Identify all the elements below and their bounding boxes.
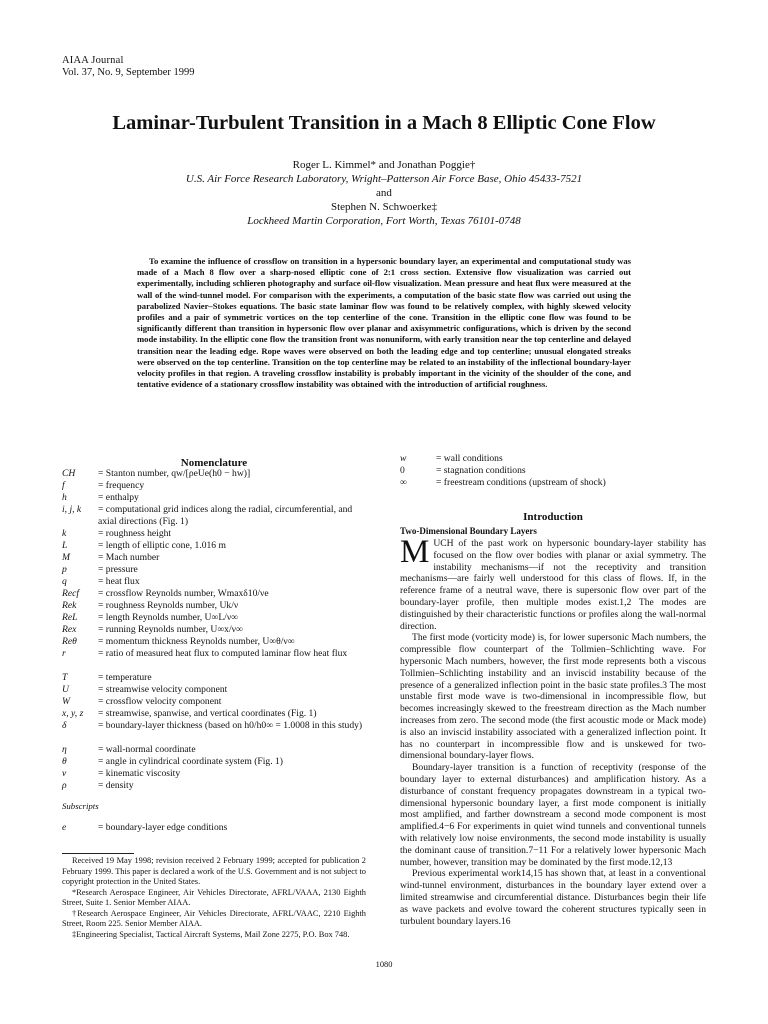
nomenclature-definition: = density	[98, 780, 134, 791]
nomenclature-symbol: L	[62, 540, 68, 551]
nomenclature-symbol: ReL	[62, 612, 78, 623]
nomenclature-definition: = roughness height	[98, 528, 172, 539]
nomenclature-symbol: p	[62, 564, 67, 575]
subscript-definition: = wall conditions	[436, 453, 503, 464]
nomenclature-title: Nomenclature	[180, 457, 248, 469]
nomenclature-symbol: δ	[62, 720, 67, 731]
drop-cap: M	[400, 534, 430, 570]
nomenclature-symbol: T	[62, 672, 68, 683]
nomenclature-symbol: h	[62, 492, 67, 503]
nomenclature-symbol: ν	[62, 768, 67, 779]
nomenclature-symbol: x, y, z	[62, 708, 84, 719]
subscript-symbol: e	[62, 822, 67, 833]
footnote-rule	[62, 853, 134, 854]
nomenclature-definition: = length of elliptic cone, 1.016 m	[98, 540, 226, 551]
nomenclature-definition: = ratio of measured heat flux to computed laminar flow heat flux	[98, 648, 348, 659]
abstract: To examine the influence of crossflow on transition in a hypersonic boundary layer, an experimental and computational study was made of a Mach 8 flow over a sharp-nosed elliptic cone of 2:1 cross section. Extensive flow visualization was carried out experimentally, including schlieren photography and surface oil-flow visualization. Mean pressure and heat flux were measured at the wall of the wind-tunnel model. For comparison with the experiments, a computation of the basic state flow was carried out using the parabolized Navier–Stokes equations. The basic state laminar flow was found to be relatively complex, with highly skewed velocity profiles and a pair of symmetric vortices on the top centerline of the cone. Transition in the elliptic cone flow was found to be significantly different than transition in hypersonic flow over planar and axisymmetric configurations, which is driven by the second mode instability. In the elliptic cone flow the transition front was nonuniform, with early transition near the top centerline and delayed transition near the leading edge. Rope waves were observed on both the leading edge and top centerline; unusual elongated streaks were observed on the top centerline. Transition on the top centerline may be related to an instability of the inflectional boundary-layer velocity profiles in that region. A traveling crossflow instability is probably important in the vicinity of the shoulder of the cone, and tentative evidence of a stationary crossflow instability was obtained with the introduction of artificial roughness.	[137, 256, 631, 390]
nomenclature-symbol: CH	[62, 468, 76, 479]
journal-name: AIAA Journal	[62, 55, 124, 66]
nomenclature-symbol: U	[62, 684, 69, 695]
nomenclature-symbol: Reθ	[62, 636, 77, 647]
author-block	[0, 158, 768, 228]
authors-line-2: Stephen N. Schwoerke‡	[330, 201, 437, 213]
paragraph-2: The first mode (vorticity mode) is, for lower supersonic Mach numbers, the compressible flow counterpart of the Tollmien–Schlichting wave. For hypersonic Mach numbers, however, the first mode represents both a viscous Tollmien–Schlichting instability and an inviscid instability because of the presence of a generalized inflection point in the basic state profiles.3 The most unstable first mode wave is two-dimensional in incompressible flow, but becomes increasingly skewed to the freestream direction as the Mach number increases from zero. The second mode (the first acoustic mode or Mack mode) is also an inviscid instability associated with a generalized inflection point. It has no counterpart in incompressible flow and is unskewed for two-dimensional boundary-layer flows.	[400, 632, 706, 762]
introduction-heading: Introduction	[523, 511, 583, 523]
introduction-body	[400, 534, 706, 927]
paragraph-3: Boundary-layer transition is a function of receptivity (response of the boundary layer to external disturbances) and amplification history. As a disturbance of constant frequency propagates downstream in a typical two-dimensional hypersonic boundary layer, a first mode component is initially most amplified, and farther downstream a second mode component is most amplified.4−6 For experiments in quiet wind tunnels and conventional tunnels with relatively low noise environments, the second mode instability is usually the dominant cause of transition.7−11 For a relatively lower hypersonic Mach number, however, transition may be dominated by the first mode.12,13	[400, 762, 706, 868]
nomenclature-definition: = boundary-layer thickness (based on h0/h0∞ = 1.0008 in this study)	[98, 720, 363, 731]
nomenclature-symbol: θ	[62, 756, 67, 767]
affiliation-1: U.S. Air Force Research Laboratory, Wright–Patterson Air Force Base, Ohio 45433-7521	[185, 173, 583, 185]
footnote-author-3: ‡Engineering Specialist, Tactical Aircraft Systems, Mail Zone 2275, P.O. Box 748.	[72, 929, 350, 939]
nomenclature-definition: = computational grid indices along the radial, circumferential, and axial directions (Fig. 1)	[98, 504, 353, 527]
nomenclature-definition: = temperature	[98, 672, 152, 683]
authors-and: and	[376, 187, 392, 199]
paper-title: Laminar-Turbulent Transition in a Mach 8 Elliptic Cone Flow	[112, 112, 656, 134]
nomenclature-symbol: r	[62, 648, 66, 659]
page-number: 1080	[375, 960, 393, 969]
paragraph-4: Previous experimental work14,15 has shown that, at least in a conventional wind-tunnel environment, disturbances in the boundary layer extend over a limited streamwise and circumferential distance. Disturbances begin their life as wave packets and evolve toward the coherent structures typically seen in turbulent boundary layers.16	[400, 868, 706, 927]
nomenclature-definition: = crossflow Reynolds number, Wmaxδ10/νe	[98, 588, 269, 599]
nomenclature-definition: = enthalpy	[98, 492, 139, 503]
nomenclature-definition: = momentum thickness Reynolds number, U∞θ/ν∞	[98, 636, 295, 647]
subscript-symbol: w	[400, 453, 407, 464]
nomenclature-symbol: f	[62, 480, 65, 491]
nomenclature-symbol: Rek	[62, 600, 77, 611]
nomenclature-definition: = crossflow velocity component	[98, 696, 222, 707]
nomenclature-definition: = roughness Reynolds number, Uk/ν	[98, 600, 239, 611]
paragraph-1-text: UCH of the past work on hypersonic boundary-layer stability has focused on the flow over bodies with planar or axial symmetry. The instability mechanisms—if not the receptivity and transition mechanisms—are fairly well understood for this class of flows. If, in the reference frame of a neutral wave, there is supersonic flow over part of the boundary-layer profile, then multiple modes exist.1,2 The modes are distinguished by their characteristic functions or profiles along the wall-normal direction.	[400, 538, 706, 632]
subscript-definition: = freestream conditions (upstream of shock)	[436, 477, 606, 488]
authors-line-1: Roger L. Kimmel* and Jonathan Poggie†	[292, 159, 476, 171]
footnote-received: Received 19 May 1998; revision received 2 February 1999; accepted for publication 2 February 1999. This paper is declared a work of the U.S. Government and is not subject to copyright protection in the United States.	[62, 856, 366, 886]
footnotes	[62, 856, 366, 940]
nomenclature-symbol: η	[62, 744, 67, 755]
subscript-symbol: ∞	[400, 477, 407, 488]
nomenclature-definition: = running Reynolds number, U∞x/ν∞	[98, 624, 243, 635]
footnote-author-2: †Research Aerospace Engineer, Air Vehicles Directorate, AFRL/VAAC, 2210 Eighth Street, Room 225. Senior Member AIAA.	[62, 908, 366, 928]
journal-header	[62, 55, 195, 79]
nomenclature-definition: = length Reynolds number, U∞L/ν∞	[98, 612, 239, 623]
nomenclature-definition: = streamwise velocity component	[98, 684, 228, 695]
paragraph-1	[400, 534, 706, 632]
nomenclature-definition: = frequency	[98, 480, 145, 491]
nomenclature-definition: = kinematic viscosity	[98, 768, 181, 779]
nomenclature-symbol: q	[62, 576, 67, 587]
nomenclature-symbol: i, j, k	[62, 504, 82, 515]
nomenclature-symbol: W	[62, 696, 70, 707]
nomenclature-definition: = pressure	[98, 564, 138, 575]
nomenclature-definition: = Mach number	[98, 552, 160, 563]
nomenclature-symbol: M	[62, 552, 70, 563]
nomenclature-definition: = streamwise, spanwise, and vertical coordinates (Fig. 1)	[98, 708, 317, 719]
nomenclature-definition: = angle in cylindrical coordinate system (Fig. 1)	[98, 756, 283, 767]
nomenclature-definition: = heat flux	[98, 576, 140, 587]
nomenclature-symbol: Rex	[62, 624, 77, 635]
nomenclature-symbol: k	[62, 528, 67, 539]
subsection-heading: Two-Dimensional Boundary Layers	[400, 526, 537, 536]
nomenclature-symbol: Recf	[62, 588, 80, 599]
subscript-symbol: 0	[400, 465, 405, 476]
footnote-author-1: *Research Aerospace Engineer, Air Vehicles Directorate, AFRL/VAAA, 2130 Eighth Street, Suite 1. Senior Member AIAA.	[62, 887, 366, 907]
subscripts-heading: Subscripts	[62, 801, 99, 811]
subscript-definition: = boundary-layer edge conditions	[98, 822, 228, 833]
affiliation-2: Lockheed Martin Corporation, Fort Worth, Texas 76101-0748	[247, 215, 521, 227]
journal-volume: Vol. 37, No. 9, September 1999	[62, 67, 195, 78]
nomenclature-definition: = wall-normal coordinate	[98, 744, 196, 755]
subscript-definition: = stagnation conditions	[436, 465, 526, 476]
nomenclature-definition: = Stanton number, qw/[ρeUe(h0 − hw)]	[98, 468, 251, 479]
nomenclature-symbol: ρ	[62, 780, 67, 791]
